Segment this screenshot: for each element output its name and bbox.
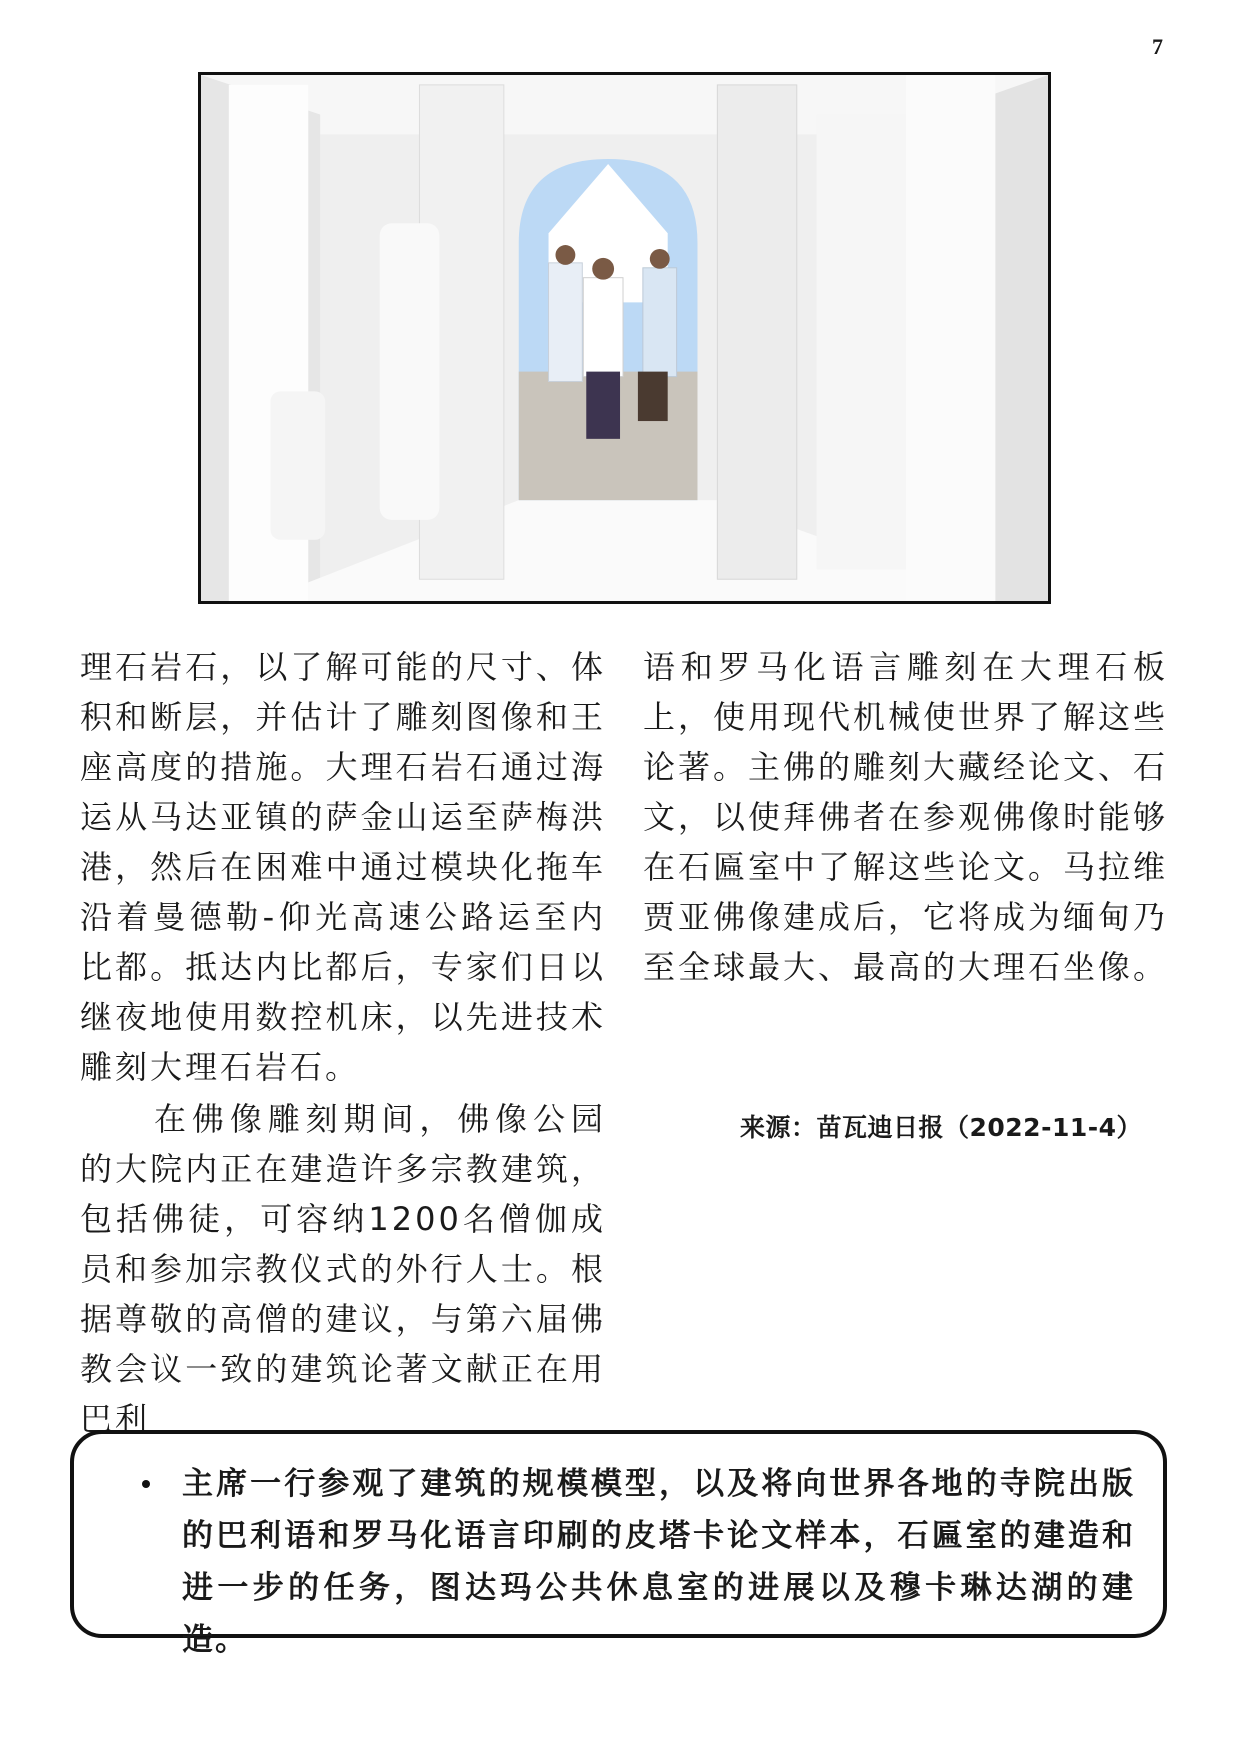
left-text-column — [80, 642, 606, 1444]
left-paragraph-2: 在佛像雕刻期间，佛像公园的大院内正在建造许多宗教建筑，包括佛徒，可容纳1200名僧伽成员和参加宗教仪式的外行人士。根据尊敬的高僧的建议，与第六届佛教会议一致的建筑论著文献正在用巴利 — [80, 1100, 606, 1438]
bullet-icon — [142, 1480, 150, 1488]
source-citation: 来源：苗瓦迪日报（2022-11-4） — [740, 1113, 1143, 1142]
right-text-column — [643, 642, 1168, 992]
highlight-list — [128, 1458, 1135, 1666]
photo-icon — [201, 75, 1048, 601]
highlight-item — [156, 1458, 1135, 1666]
highlight-box — [70, 1430, 1167, 1658]
page-number: 7 — [1152, 34, 1163, 59]
marble-hall-photo — [198, 72, 1051, 604]
highlight-item-text: 主席一行参观了建筑的规模模型，以及将向世界各地的寺院出版的巴利语和罗马化语言印刷的皮塔卡论文样本，石匾室的建造和进一步的任务，图达玛公共休息室的进展以及穆卡琳达湖的建造。 — [182, 1466, 1135, 1658]
left-paragraph-1: 理石岩石，以了解可能的尺寸、体积和断层，并估计了雕刻图像和王座高度的措施。大理石岩石通过海运从马达亚镇的萨金山运至萨梅洪港，然后在困难中通过模块化拖车沿着曼德勒-仰光高速公路运至内比都。抵达内比都后，专家们日以继夜地使用数控机床，以先进技术雕刻大理石岩石。 — [80, 648, 606, 1086]
right-paragraph-1: 语和罗马化语言雕刻在大理石板上，使用现代机械使世界了解这些论著。主佛的雕刻大藏经论文、石文，以使拜佛者在参观佛像时能够在石匾室中了解这些论文。马拉维贾亚佛像建成后，它将成为缅甸乃至全球最大、最高的大理石坐像。 — [643, 648, 1169, 986]
